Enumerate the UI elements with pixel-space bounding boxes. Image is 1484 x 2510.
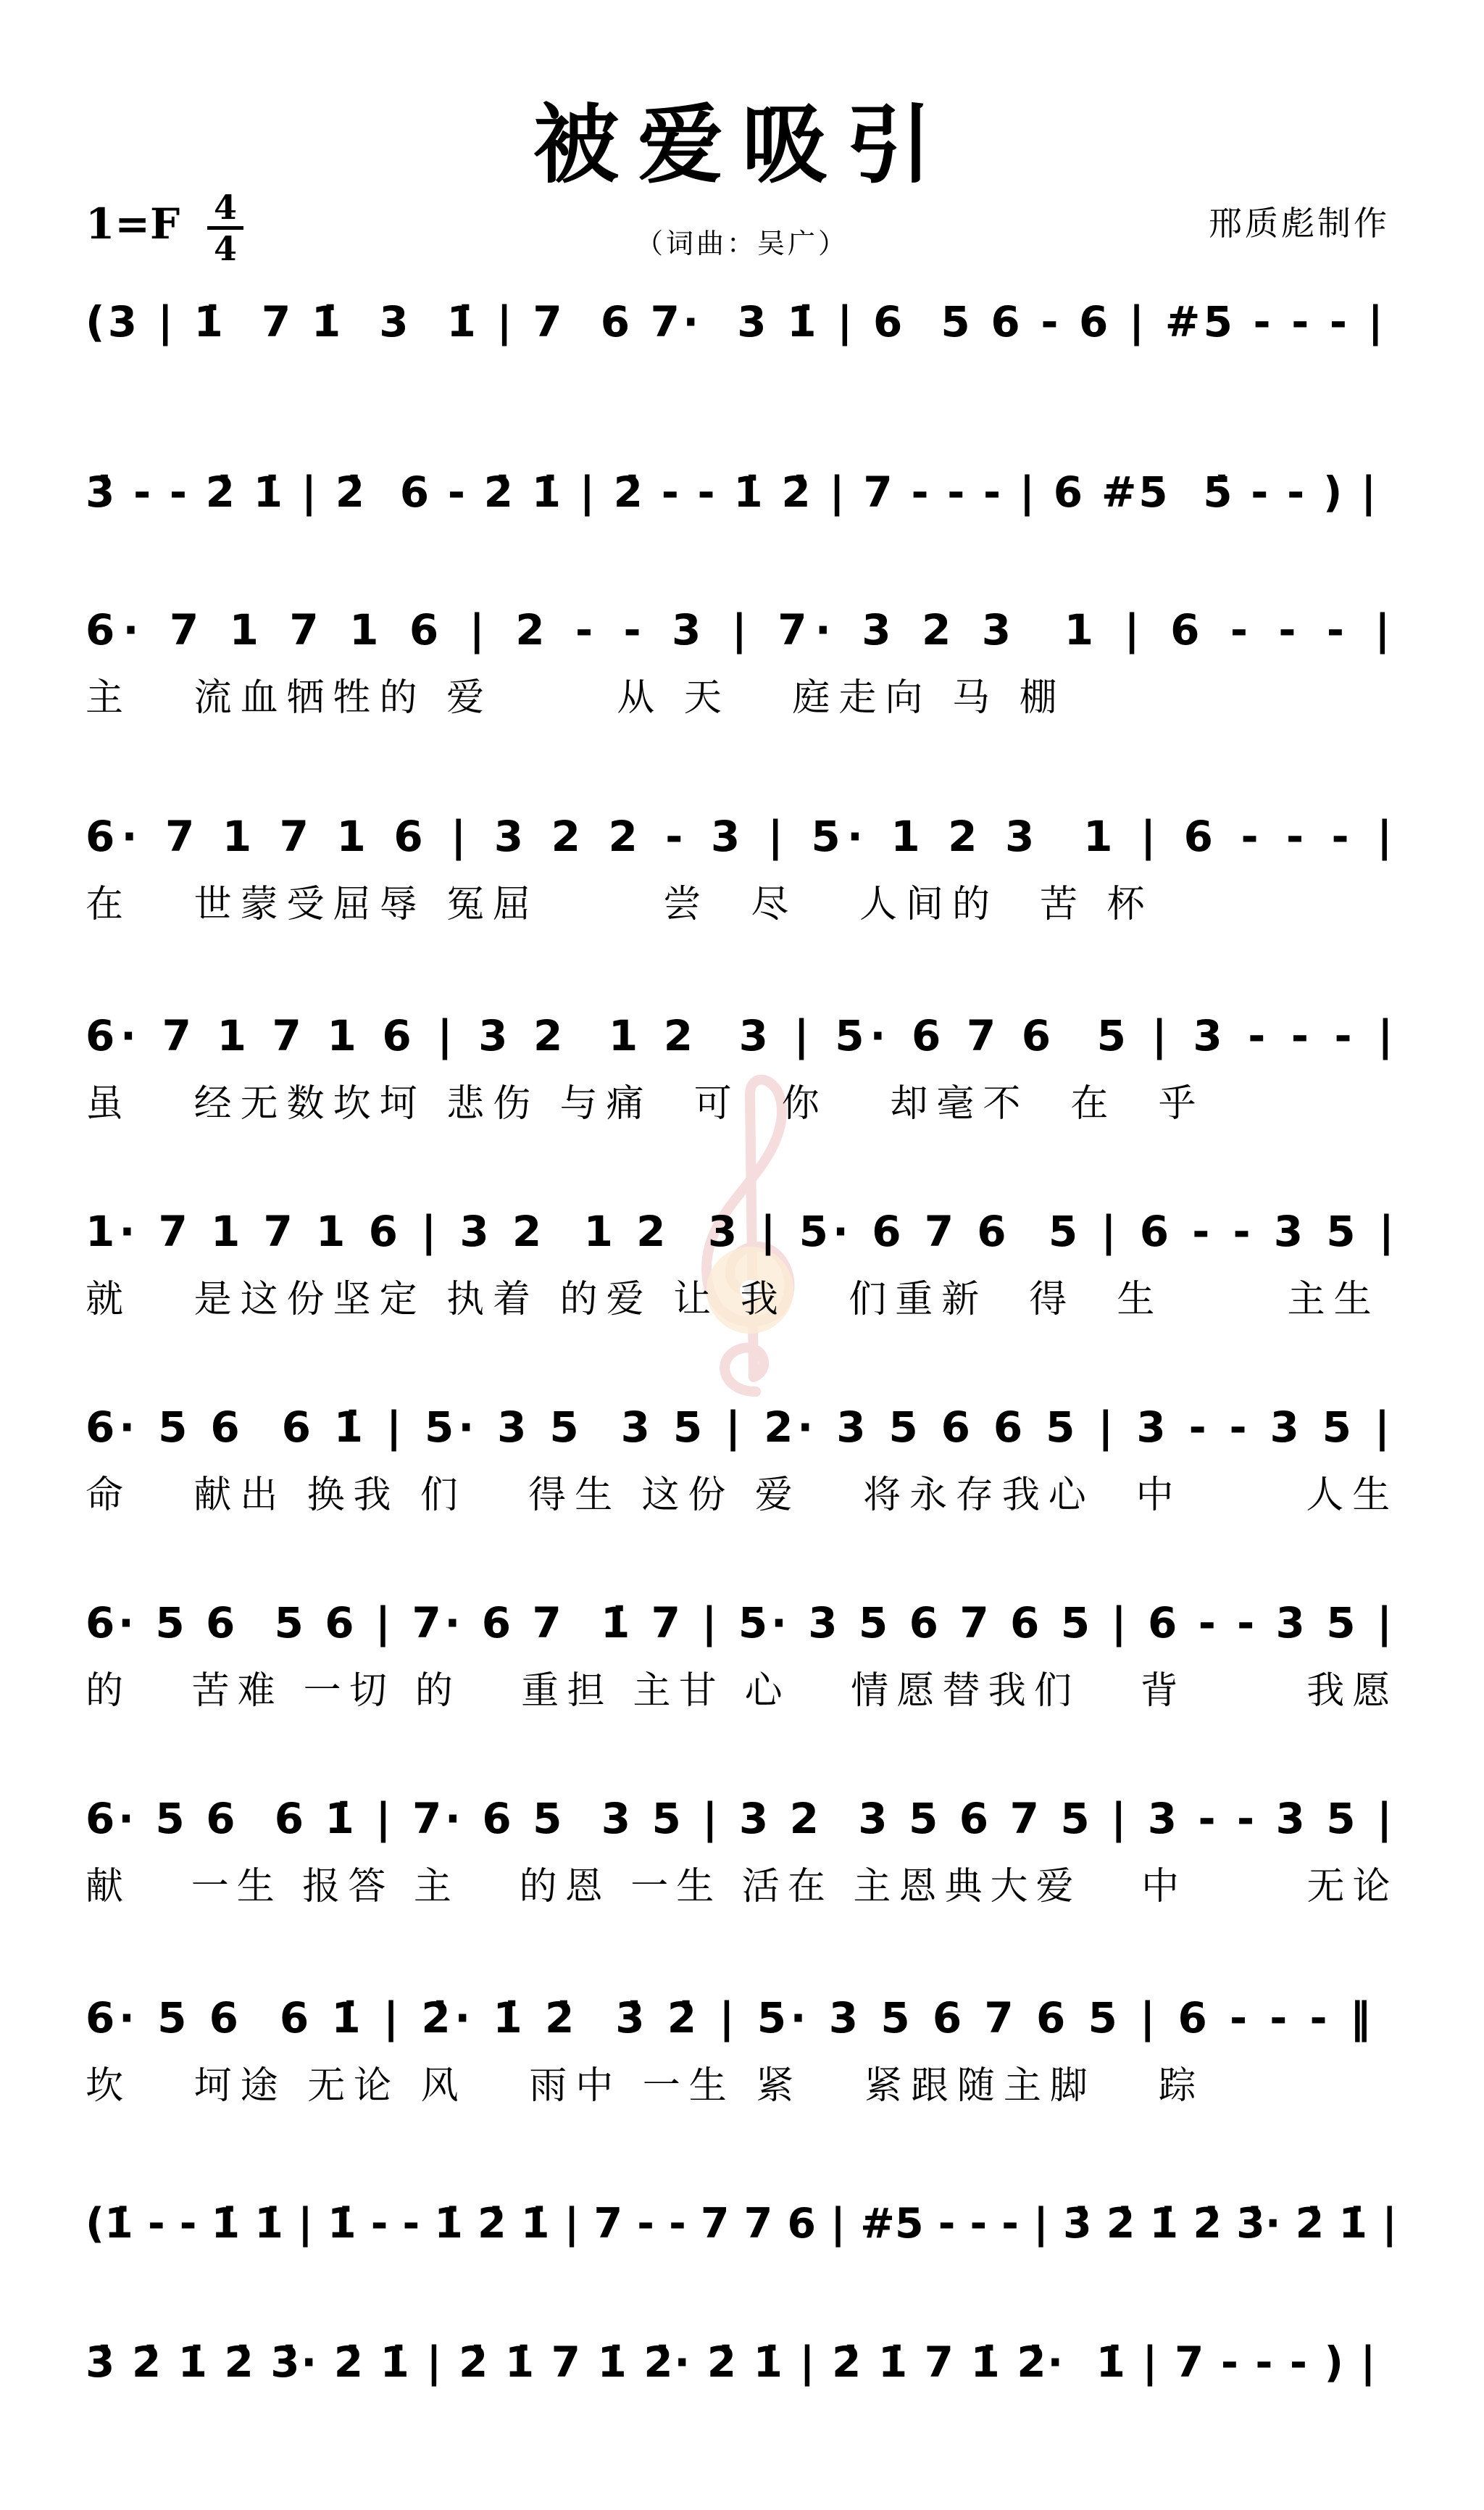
notation-row: [86, 594, 1398, 739]
notation-line: 6· 7 1 7 1 6 | 3 2 2 - 3 | 5· 1 2 3 1 | 6 - - - |: [86, 812, 1399, 861]
notation-row: [86, 1196, 1398, 1341]
lyric-line: 在 世蒙受屈辱 冤屈 尝 尽 人间的 苦 杯: [86, 883, 1154, 926]
lyric-line: 就 是这份坚定 执着 的爱 让 我 们重新 得 生 主生: [86, 1278, 1380, 1321]
notation-row: [86, 2189, 1398, 2261]
notation-row: [86, 286, 1398, 359]
notation-row: [86, 2327, 1398, 2399]
notation-line: 6· 7 1 7 1 6 | 2 - - 3 | 7· 3 2 3 1 | 6 - - - |: [86, 605, 1398, 654]
notation-row: [86, 1000, 1398, 1145]
notation-row: [86, 1392, 1398, 1537]
lyric-line: 命 献出 换我 们 得生 这份 爱 将永存我心 中 人生: [86, 1474, 1399, 1517]
notation-line: (1̇ - - 1̇ 1̇ | 1̇ - - 1̇ 2̇ 1̇ | 7 - - 7 7 6 | #5 - - - | 3̇ 2̇ 1̇ 2̇ 3̇· 2̇ 1̇ |: [86, 2200, 1398, 2248]
notation-row: [86, 1587, 1398, 1732]
notation-line: 6· 5 6 5 6 | 7· 6 7 1̇ 7 | 5· 3 5 6 7 6 5 | 6 - - 3 5 |: [86, 1598, 1396, 1647]
notation-line: 1· 7 1 7 1 6 | 3 2 1 2 3 | 5· 6 7 6 5 | 6 - - 3 5 |: [86, 1207, 1398, 1256]
lyric-line: 的 苦难 一切 的 重担 主甘 心 情愿替我们 背 我愿: [86, 1669, 1398, 1713]
notation-line: (3 | 1̇ 7 1̇ 3 1̇ | 7 6 7· 3 1̇ | 6 5 6 - 6 | #5 - - - |: [86, 297, 1386, 346]
notation-line: 6· 5 6 6 1̇ | 2̇· 1̇ 2̇ 3̇ 2̇ | 5· 3 5 6 7 6 5 | 6 - - - ‖: [86, 1993, 1375, 2043]
arranger-credit: 邢质彪制作: [1209, 204, 1390, 243]
lyric-line: 献 一生 报答 主 的恩 一生 活在 主恩典大爱 中 无论: [86, 1865, 1398, 1908]
notation-line: 6· 5 6 6 1̇ | 5· 3 5 3 5 | 2· 3 5 6 6 5 | 3 - - 3 5 |: [86, 1402, 1394, 1452]
lyric-line: 虽 经无数坎坷 悲伤 与痛 可 你 却毫不 在 乎: [86, 1082, 1205, 1126]
lyric-line: 主 流血牺牲的 爱 从 天 庭走向 马 棚: [86, 676, 1066, 720]
notation-line: 6· 7 1 7 1 6 | 3 2 1 2 3 | 5· 6 7 6 5 | 3 - - - |: [86, 1011, 1399, 1060]
notation-row: [86, 1982, 1398, 2127]
time-signature-top: 4: [213, 188, 237, 227]
notation-line: 3̇ - - 2̇ 1̇ | 2̇ 6 - 2̇ 1̇ | 2̇ - - 1̇ 2̇ | 7 - - - | 6 #5 5̇ - - ) |: [86, 467, 1379, 517]
song-title: 被爱吸引: [533, 94, 951, 195]
lyric-line: 坎 坷途 无论 风 雨中 一生 紧 紧跟随主脚 踪: [86, 2064, 1205, 2108]
credit-line: （词曲：吴广）: [635, 228, 849, 259]
notation-row: [86, 1783, 1398, 1928]
notation-row: [86, 801, 1398, 946]
notation-line: 3̇ 2̇ 1̇ 2̇ 3̇· 2̇ 1̇ | 2̇ 1̇ 7 1̇ 2̇· 2̇ 1̇ | 2̇ 1̇ 7 1̇ 2̇· 1̇ | 7 - - - ) |: [86, 2337, 1377, 2387]
key-signature: 1=F: [86, 199, 180, 249]
notation-line: 6· 5 6 6 1̇ | 7· 6 5 3 5 | 3 2 3 5 6 7 5 | 3 - - 3 5 |: [86, 1794, 1396, 1843]
time-signature-bottom: 4: [213, 229, 237, 268]
notation-row: [86, 457, 1398, 529]
